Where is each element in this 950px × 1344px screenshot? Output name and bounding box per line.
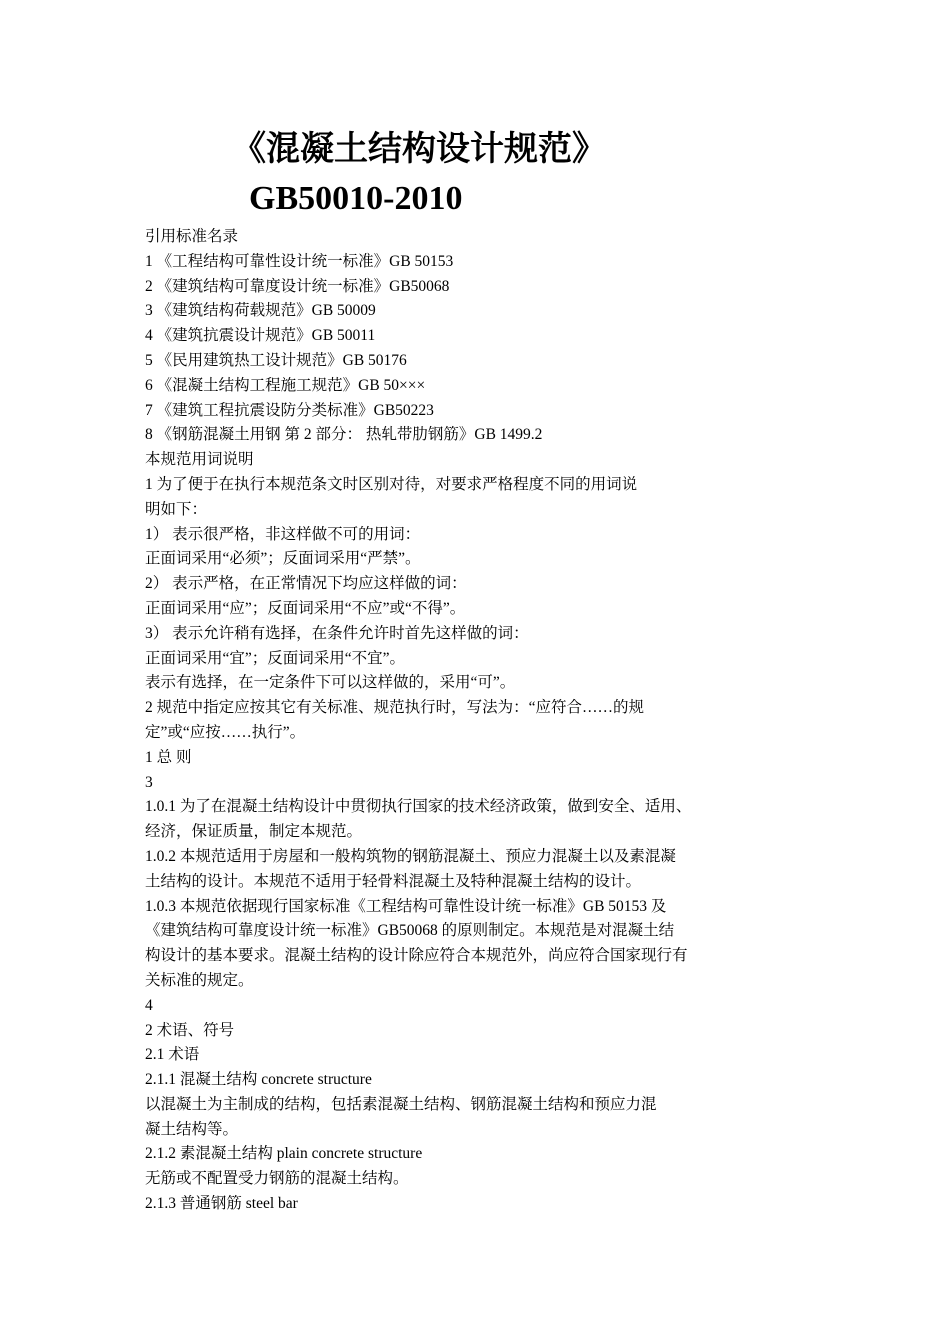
paragraph-line: 土结构的设计。本规范不适用于轻骨料混凝土及特种混凝土结构的设计。 bbox=[145, 872, 642, 890]
paragraph-line: 3） 表示允许稍有选择，在条件允许时首先这样做的词： bbox=[145, 624, 529, 642]
term-heading: 2.1.3 普通钢筋 steel bar bbox=[145, 1195, 298, 1213]
term-heading: 2.1.1 混凝土结构 concrete structure bbox=[145, 1071, 372, 1089]
referenced-standard-item: 6 《混凝土结构工程施工规范》GB 50××× bbox=[145, 376, 426, 394]
paragraph-line: 1.0.2 本规范适用于房屋和一般构筑物的钢筋混凝土、预应力混凝土以及素混凝 bbox=[145, 847, 676, 865]
paragraph-line: 凝土结构等。 bbox=[145, 1120, 239, 1138]
referenced-standard-item: 8 《钢筋混凝土用钢 第 2 部分： 热轧带肋钢筋》GB 1499.2 bbox=[145, 426, 543, 444]
document-title: 《混凝土结构设计规范》 bbox=[232, 131, 606, 168]
paragraph-line: 明如下： bbox=[145, 500, 208, 518]
chapter-heading: 1 总 则 bbox=[145, 748, 192, 766]
page-number: 4 bbox=[145, 996, 153, 1014]
referenced-standard-item: 7 《建筑工程抗震设防分类标准》GB50223 bbox=[145, 401, 434, 419]
paragraph-line: 1.0.1 为了在混凝土结构设计中贯彻执行国家的技术经济政策，做到安全、适用、 bbox=[145, 798, 692, 816]
paragraph-line: 《建筑结构可靠度设计统一标准》GB50068 的原则制定。本规范是对混凝土结 bbox=[145, 922, 675, 940]
referenced-standard-item: 2 《建筑结构可靠度设计统一标准》GB50068 bbox=[145, 277, 450, 295]
standard-code: GB50010-2010 bbox=[249, 180, 463, 217]
paragraph-line: 2 规范中指定应按其它有关标准、规范执行时，写法为：“应符合……的规 bbox=[145, 699, 645, 717]
chapter-heading: 2 术语、符号 bbox=[145, 1021, 235, 1039]
term-heading: 2.1.2 素混凝土结构 plain concrete structure bbox=[145, 1145, 423, 1163]
section-heading: 2.1 术语 bbox=[145, 1046, 200, 1064]
referenced-standard-item: 3 《建筑结构荷载规范》GB 50009 bbox=[145, 302, 376, 320]
paragraph-line: 2） 表示严格，在正常情况下均应这样做的词： bbox=[145, 575, 467, 593]
paragraph-line: 1 为了便于在执行本规范条文时区别对待，对要求严格程度不同的用词说 bbox=[145, 475, 638, 493]
paragraph-line: 正面词采用“应”；反面词采用“不应”或“不得”。 bbox=[145, 599, 466, 617]
paragraph-line: 定”或“应按……执行”。 bbox=[145, 723, 306, 741]
paragraph-line: 无筋或不配置受力钢筋的混凝土结构。 bbox=[145, 1170, 409, 1188]
paragraph-line: 关标准的规定。 bbox=[145, 971, 254, 989]
document-body bbox=[145, 225, 745, 1217]
referenced-standard-item: 5 《民用建筑热工设计规范》GB 50176 bbox=[145, 351, 407, 369]
page-number: 3 bbox=[145, 773, 153, 791]
referenced-standard-item: 4 《建筑抗震设计规范》GB 50011 bbox=[145, 327, 376, 345]
section-heading-wording: 本规范用词说明 bbox=[145, 451, 254, 469]
paragraph-line: 经济，保证质量，制定本规范。 bbox=[145, 823, 363, 841]
paragraph-line: 1.0.3 本规范依据现行国家标准《工程结构可靠性设计统一标准》GB 50153 及 bbox=[145, 897, 667, 915]
paragraph-line: 1） 表示很严格，非这样做不可的用词： bbox=[145, 525, 421, 543]
referenced-standard-item: 1 《工程结构可靠性设计统一标准》GB 50153 bbox=[145, 252, 454, 270]
paragraph-line: 正面词采用“宜”；反面词采用“不宜”。 bbox=[145, 649, 406, 667]
paragraph-line: 构设计的基本要求。混凝土结构的设计除应符合本规范外，尚应符合国家现行有 bbox=[145, 947, 688, 965]
section-heading-referenced-standards: 引用标准名录 bbox=[145, 228, 239, 245]
paragraph-line: 以混凝土为主制成的结构，包括素混凝土结构、钢筋混凝土结构和预应力混 bbox=[145, 1095, 657, 1113]
paragraph-line: 正面词采用“必须”；反面词采用“严禁”。 bbox=[145, 550, 421, 568]
paragraph-line: 表示有选择，在一定条件下可以这样做的，采用“可”。 bbox=[145, 674, 516, 692]
